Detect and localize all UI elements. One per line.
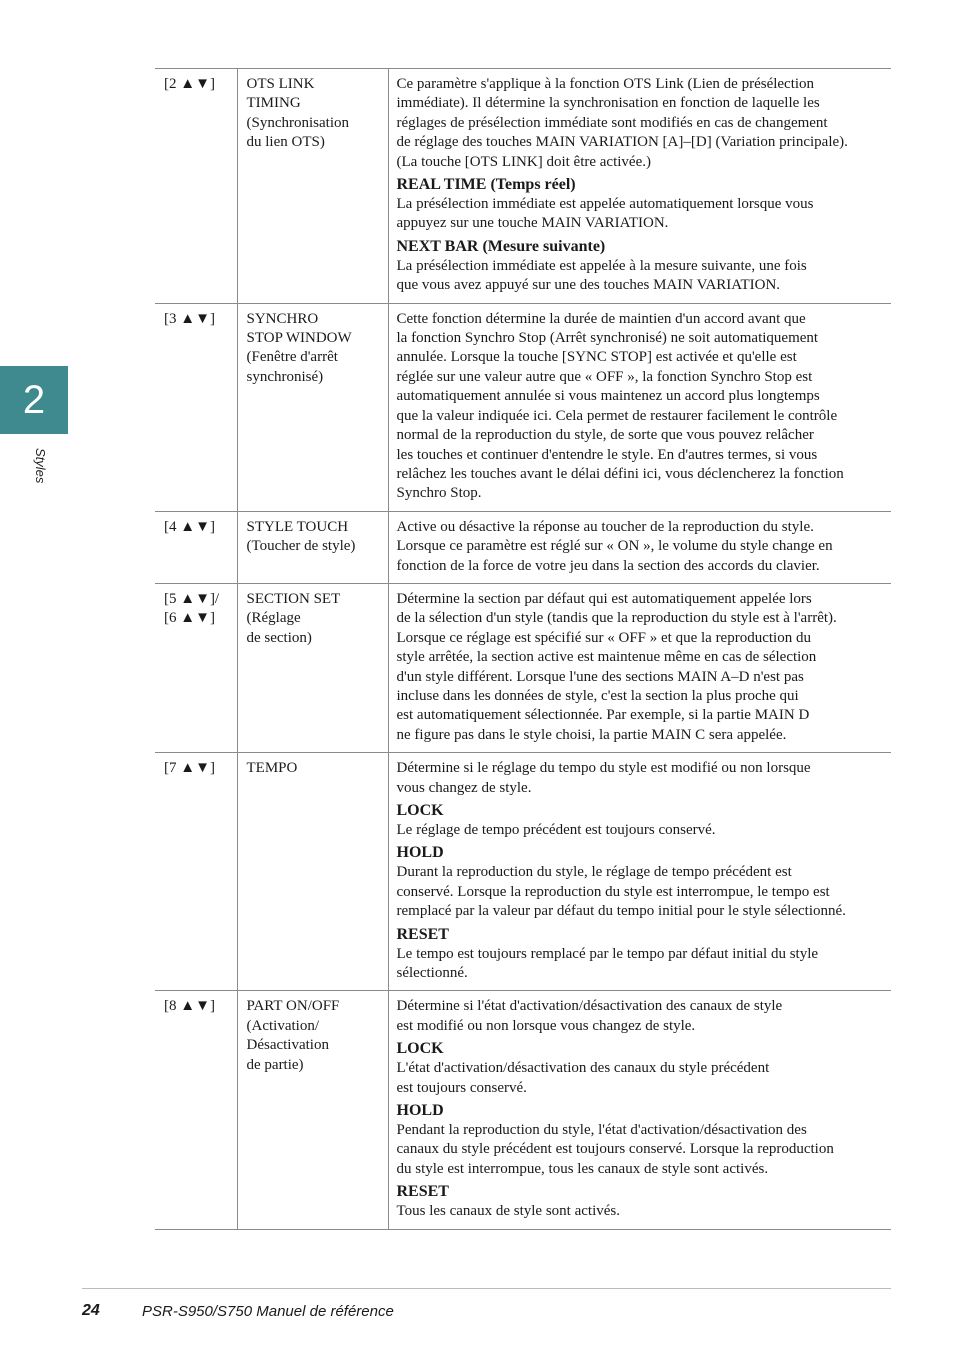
parameter-name: (Toucher de style)	[246, 538, 356, 555]
parameter-name-cell	[237, 991, 388, 1229]
parameter-row	[155, 753, 891, 991]
description-line: réglée sur une valeur autre que « OFF », la fonction Synchro Stop est	[396, 368, 813, 385]
description-line: annulée. Lorsque la touche [SYNC STOP] est activée et qu'elle est	[396, 349, 797, 366]
parameter-name-cell	[237, 511, 388, 583]
description-line: réglages de présélection immédiate sont modifiés en cas de changement	[396, 114, 828, 131]
description-line: Le réglage de tempo précédent est toujours conservé.	[396, 822, 716, 838]
description-line: automatiquement annulée si vous maintenez un accord plus longtemps	[396, 388, 820, 405]
parameter-name: (Synchronisation	[246, 114, 349, 131]
description-line: Détermine si l'état d'activation/désactivation des canaux de style	[396, 998, 783, 1015]
option-heading: REAL TIME (Temps réel)	[396, 176, 576, 194]
button-label: [6 ▲▼]	[164, 610, 215, 627]
button-label: [2 ▲▼]	[164, 76, 215, 92]
option-heading: RESET	[396, 925, 449, 943]
description-line: conservé. Lorsque la reproduction du style est interrompue, le tempo est	[396, 883, 830, 900]
parameter-name: (Réglage	[246, 610, 301, 627]
parameter-name: de section)	[246, 629, 312, 646]
parameter-name: (Activation/	[246, 1017, 319, 1034]
description-line: sélectionné.	[396, 965, 468, 982]
parameter-row	[155, 69, 891, 304]
parameter-name: TIMING	[246, 95, 301, 112]
option-heading: HOLD	[396, 1102, 444, 1120]
description-line: Tous les canaux de style sont activés.	[396, 1203, 620, 1220]
page-number: 24	[82, 1302, 100, 1319]
button-cell	[155, 753, 237, 991]
description-line: la fonction Synchro Stop (Arrêt synchronisé) ne soit automatiquement	[396, 330, 819, 347]
parameter-name: (Fenêtre d'arrêt	[246, 349, 338, 366]
parameter-name: Désactivation	[246, 1037, 329, 1054]
description-line: d'un style différent. Lorsque l'une des sections MAIN A–D n'est pas	[396, 668, 804, 685]
description-cell	[388, 583, 891, 752]
button-label: [8 ▲▼]	[164, 998, 215, 1015]
description-line: normal de la reproduction du style, de sorte que vous pouvez relâcher	[396, 427, 814, 444]
description-cell	[388, 753, 891, 991]
parameter-name: SYNCHRO	[246, 310, 319, 327]
description-line: Lorsque ce réglage est spécifié sur « OFF » et que la reproduction du	[396, 629, 811, 646]
description-line: de la sélection d'un style (tandis que la reproduction du style est à l'arrêt).	[396, 610, 837, 627]
description-line: Synchro Stop.	[396, 485, 482, 502]
description-line: (La touche [OTS LINK] doit être activée.)	[396, 153, 651, 170]
description-line: que vous avez appuyé sur une des touches MAIN VARIATION.	[396, 277, 781, 294]
parameter-name: du lien OTS)	[246, 134, 325, 151]
parameter-name-cell	[237, 583, 388, 752]
chapter-label: Styles	[33, 448, 48, 484]
parameter-name-cell	[237, 303, 388, 511]
parameter-name: PART ON/OFF	[246, 998, 340, 1015]
description-line: immédiate). Il détermine la synchronisation en fonction de laquelle les	[396, 95, 820, 112]
description-line: Le tempo est toujours remplacé par le tempo par défaut initial du style	[396, 945, 819, 962]
button-cell	[155, 511, 237, 583]
description-line: Ce paramètre s'applique à la fonction OTS Link (Lien de présélection	[396, 76, 815, 92]
parameter-row	[155, 511, 891, 583]
description-line: ne figure pas dans le style choisi, la partie MAIN C sera appelée.	[396, 726, 787, 743]
button-label: [3 ▲▼]	[164, 310, 215, 327]
description-line: style arrêtée, la section active est maintenue même en cas de sélection	[396, 649, 817, 666]
button-label: [7 ▲▼]	[164, 760, 215, 777]
parameter-row	[155, 303, 891, 511]
parameter-name: synchronisé)	[246, 368, 324, 385]
description-line: Pendant la reproduction du style, l'état d'activation/désactivation des	[396, 1122, 807, 1139]
description-line: les touches et continuer d'entendre le style. En d'autres termes, si vous	[396, 446, 818, 463]
option-heading: HOLD	[396, 844, 444, 862]
description-line: de réglage des touches MAIN VARIATION [A]–[D] (Variation principale).	[396, 134, 848, 151]
description-line: est automatiquement sélectionnée. Par exemple, si la partie MAIN D	[396, 707, 810, 724]
parameter-name: TEMPO	[246, 760, 298, 777]
description-line: appuyez sur une touche MAIN VARIATION.	[396, 215, 669, 232]
button-cell	[155, 583, 237, 752]
description-cell	[388, 303, 891, 511]
button-cell	[155, 991, 237, 1229]
parameter-name: STOP WINDOW	[246, 330, 352, 347]
description-line: Active ou désactive la réponse au toucher de la reproduction du style.	[396, 518, 814, 535]
button-label: [4 ▲▼]	[164, 518, 215, 535]
button-label: [5 ▲▼]/	[164, 590, 220, 607]
description-line: Détermine la section par défaut qui est automatiquement appelée lors	[396, 590, 812, 607]
parameter-name-cell	[237, 69, 388, 304]
button-cell	[155, 303, 237, 511]
description-line: Cette fonction détermine la durée de maintien d'un accord avant que	[396, 310, 806, 327]
parameter-row	[155, 991, 891, 1229]
description-line: Lorsque ce paramètre est réglé sur « ON », le volume du style change en	[396, 538, 833, 555]
manual-title: PSR-S950/S750 Manuel de référence	[142, 1303, 394, 1320]
parameter-name-cell	[237, 753, 388, 991]
description-line: fonction de la force de votre jeu dans la section des accords du clavier.	[396, 557, 820, 574]
description-line: L'état d'activation/désactivation des canaux du style précédent	[396, 1060, 770, 1077]
option-heading: LOCK	[396, 802, 444, 819]
parameter-name: de partie)	[246, 1056, 304, 1073]
description-line: Durant la reproduction du style, le réglage de tempo précédent est	[396, 864, 792, 881]
parameter-name: STYLE TOUCH	[246, 518, 349, 535]
description-line: est toujours conservé.	[396, 1079, 527, 1096]
description-line: incluse dans les données de style, c'est la section la plus proche qui	[396, 687, 799, 704]
description-line: est modifié ou non lorsque vous changez de style.	[396, 1017, 696, 1034]
description-line: La présélection immédiate est appelée à la mesure suivante, une fois	[396, 257, 807, 274]
parameter-rows	[155, 69, 891, 1230]
footer-rule	[82, 1288, 891, 1289]
description-line: vous changez de style.	[396, 779, 532, 796]
parameter-row	[155, 583, 891, 752]
button-cell	[155, 69, 237, 304]
parameter-name: OTS LINK	[246, 76, 315, 92]
parameter-name: SECTION SET	[246, 590, 341, 607]
description-cell	[388, 69, 891, 304]
description-line: relâchez les touches avant le délai défini ici, vous déclencherez la fonction	[396, 465, 844, 482]
chapter-tab: 2	[0, 366, 68, 434]
description-line: Détermine si le réglage du tempo du style est modifié ou non lorsque	[396, 760, 811, 777]
option-heading: NEXT BAR (Mesure suivante)	[396, 237, 606, 255]
description-cell	[388, 511, 891, 583]
description-line: que la valeur indiquée ici. Cela permet de restaurer facilement le contrôle	[396, 407, 838, 424]
description-line: canaux du style précédent est toujours conservé. Lorsque la reproduction	[396, 1141, 834, 1158]
description-line: remplacé par la valeur par défaut du tempo initial pour le style sélectionné.	[396, 903, 846, 920]
option-heading: RESET	[396, 1183, 449, 1201]
option-heading: LOCK	[396, 1040, 444, 1058]
description-line: La présélection immédiate est appelée automatiquement lorsque vous	[396, 196, 814, 213]
description-cell	[388, 991, 891, 1229]
parameter-table	[155, 68, 891, 1230]
description-line: du style est interrompue, tous les canaux de style sont activés.	[396, 1160, 769, 1177]
